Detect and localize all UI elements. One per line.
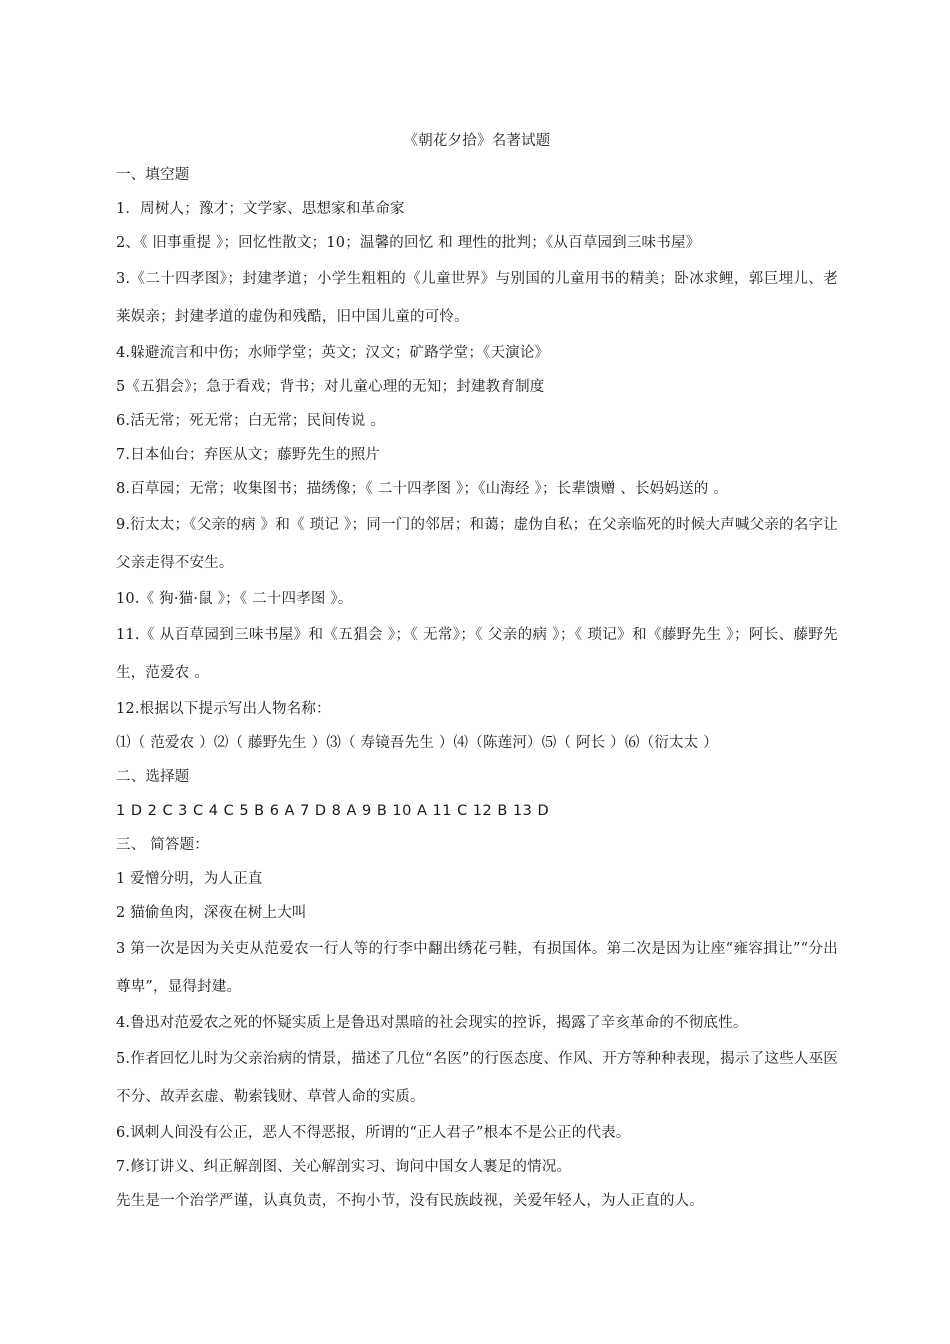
- answer-item-6: 6.活无常；死无常；白无常；民间传说 。: [116, 413, 385, 429]
- short-answer-6: 6.讽刺人间没有公正，恶人不得恶报，所谓的“正人君子”根本不是公正的代表。: [116, 1125, 631, 1141]
- answer-item-11: 11.《 从百草园到三味书屋》和《五猖会 》；《 无常》；《 父亲的病 》；《 琐记》和《藤野先生 》；阿长、藤野先生，范爱农 。: [116, 627, 838, 681]
- answer-item-4: 4.躲避流言和中伤；水师学堂；英文；汉文；矿路学堂；《天演论》: [116, 345, 550, 361]
- answer-item-7: 7.日本仙台；弃医从文；藤野先生的照片: [116, 447, 381, 463]
- short-answer-5: 5.作者回忆儿时为父亲治病的情景，描述了几位“名医”的行医态度、作风、开方等种种表现，揭示了这些人巫医不分、故弄玄虚、勒索钱财、草菅人命的实质。: [116, 1051, 838, 1105]
- answer-item-1: 1．周树人；豫才；文学家、思想家和革命家: [116, 201, 405, 217]
- answer-item-8: 8.百草园；无常；收集图书；描绣像；《 二十四孝图 》；《山海经 》；长辈馈赠 、长妈妈送的 。: [116, 481, 728, 497]
- section-heading-short-answer: 三、 简答题：: [116, 837, 210, 853]
- document-title: 《朝花夕拾》名著试题: [403, 133, 551, 149]
- answer-item-10: 10.《 狗·猫·鼠 》；《 二十四孝图 》。: [116, 591, 353, 607]
- answer-item-2: 2、《 旧事重提 》；回忆性散文；10；温馨的回忆 和 理性的批判；《从百草园到三味书屋》: [116, 235, 701, 251]
- short-answer-2: 2 猫偷鱼肉，深夜在树上大叫: [116, 905, 307, 921]
- section-heading-choice: 二、选择题: [116, 769, 190, 785]
- answer-item-5: 5《五猖会》；急于看戏；背书；对儿童心理的无知；封建教育制度: [116, 379, 545, 395]
- answer-item-12-names: ⑴（ 范爱农 ）⑵（ 藤野先生 ）⑶（ 寿镜吾先生 ）⑷（陈莲河）⑸（ 阿长 ）⑹（衍太太 ）: [116, 735, 718, 751]
- answer-item-9: 9.衍太太；《父亲的病 》和《 琐记 》；同一门的邻居；和蔼；虚伪自私；在父亲临死的时候大声喊父亲的名字让父亲走得不安生。: [116, 517, 838, 571]
- answer-item-3: 3.《二十四孝图》；封建孝道；小学生粗粗的《儿童世界》与别国的儿童用书的精美；卧冰求鲤，郭巨埋儿、老莱娱亲；封建孝道的虚伪和残酷，旧中国儿童的可怜。: [116, 271, 838, 325]
- short-answer-3: 3 第一次是因为关吏从范爱农一行人等的行李中翻出绣花弓鞋，有损国体。第二次是因为让座“雍容揖让”“分出尊卑”，显得封建。: [116, 941, 838, 995]
- short-answer-summary: 先生是一个治学严谨，认真负责，不拘小节，没有民族歧视，关爱年轻人，为人正直的人。: [116, 1193, 704, 1209]
- short-answer-1: 1 爱憎分明，为人正直: [116, 871, 263, 887]
- section-heading-fill-in: 一、填空题: [116, 167, 190, 183]
- answer-item-12: 12.根据以下提示写出人物名称：: [116, 701, 331, 717]
- short-answer-4: 4.鲁迅对范爱农之死的怀疑实质上是鲁迅对黑暗的社会现实的控诉，揭露了辛亥革命的不彻底性。: [116, 1015, 748, 1031]
- choice-answers: 1 D 2 C 3 C 4 C 5 B 6 A 7 D 8 A 9 B 10 A 11 C 12 B 13 D: [116, 803, 550, 819]
- document-body: [116, 124, 838, 1218]
- short-answer-7: 7.修订讲义、纠正解剖图、关心解剖实习、询问中国女人裹足的情况。: [116, 1159, 572, 1175]
